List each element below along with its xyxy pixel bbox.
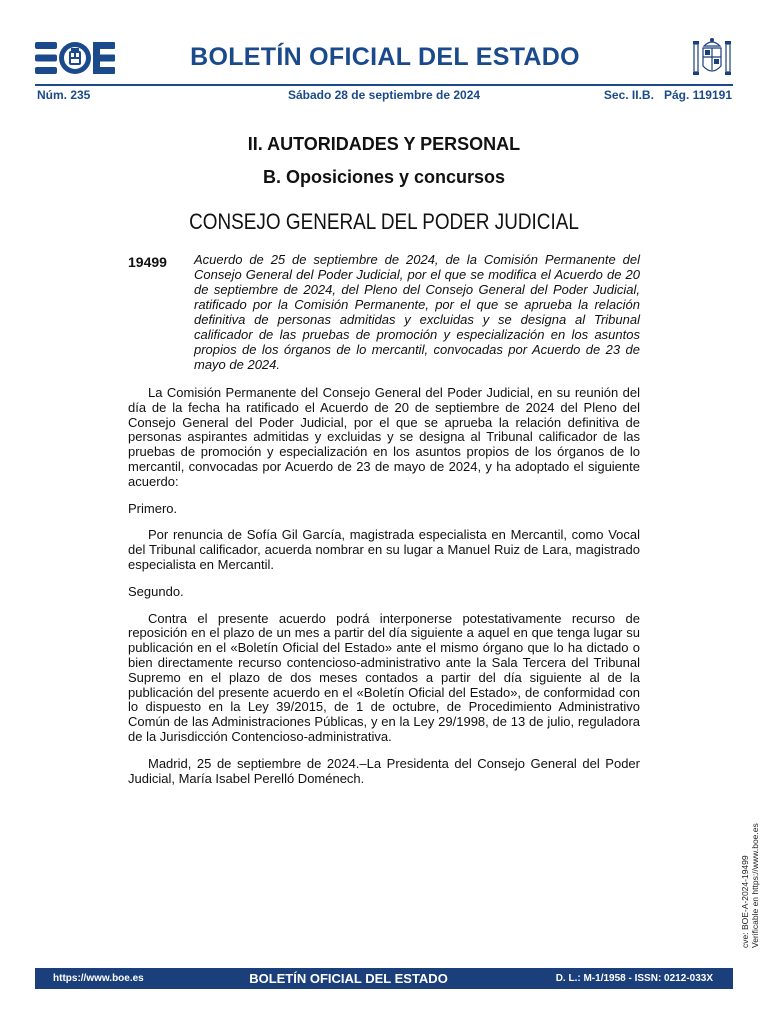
footer-title: BOLETÍN OFICIAL DEL ESTADO bbox=[249, 971, 448, 986]
header-rule bbox=[35, 84, 733, 86]
verification-note bbox=[740, 708, 760, 948]
article-heading: Primero. bbox=[128, 500, 178, 516]
page-label: Pág. 119191 bbox=[663, 88, 732, 102]
footer-url-link[interactable]: https://www.boe.es bbox=[53, 973, 144, 984]
paragraph: Contra el presente acuerdo podrá interponerse potestativamente recurso de reposición en el plazo de un mes a partir del día siguiente a aquel en que tenga lugar su publicación en el «Boletín Oficial del Estado» ante el mismo órgano que lo ha dictado o bien directamente recurso contencioso-administrativo ante la Sala Tercera del Tribunal Supremo en el plazo de dos meses contados a partir del día siguiente al de la publicación del presente acuerdo en el «Boletín Oficial del Estado», de conformidad con lo dispuesto en la Ley 39/2015, de 1 de octubre, de Procedimiento Administrativo Común de las Administraciones Públicas, y en la Ley 29/1998, de 13 de julio, reguladora de la Jurisdicción Contencioso-administrativa. bbox=[128, 610, 640, 744]
document-body bbox=[128, 386, 640, 798]
cve-code: cve: BOE-A-2024-19499 bbox=[740, 855, 750, 948]
boe-logo-icon bbox=[35, 42, 115, 74]
masthead-title: BOLETÍN OFICIAL DEL ESTADO bbox=[190, 43, 580, 71]
issue-number: Núm. 235 bbox=[37, 88, 91, 102]
subsection-heading: B. Oposiciones y concursos bbox=[262, 167, 506, 187]
footer-bar bbox=[35, 968, 733, 989]
footer-legal: D. L.: M-1/1958 - ISSN: 0212-033X bbox=[555, 973, 713, 984]
issue-date: Sábado 28 de septiembre de 2024 bbox=[287, 88, 481, 102]
article-heading: Segundo. bbox=[128, 583, 184, 599]
verify-url[interactable]: Verificable en https://www.boe.es bbox=[750, 823, 760, 948]
section-label: Sec. II.B. bbox=[603, 88, 654, 102]
paragraph: La Comisión Permanente del Consejo General del Poder Judicial, en su reunión del día de la fecha ha ratificado el Acuerdo de 20 de septiembre de 2024 del Pleno del Consejo General del Poder Judicial, por el que se aprueba la relación definitiva de personas aspirantes admitidas y excluidas y se designa al Tribunal calificador de las pruebas de promoción y especialización en los asuntos propios de los órganos de lo mercantil, convocadas por Acuerdo de 23 de mayo de 2024, y ha adoptado el siguiente acuerdo: bbox=[128, 385, 640, 489]
entry-summary: Acuerdo de 25 de septiembre de 2024, de la Comisión Permanente del Consejo General del Poder Judicial, por el que se modifica el Acuerdo de 20 de septiembre de 2024, del Pleno del Consejo General del Poder Judicial, ratificado por la Comisión Permanente, por el que se aprueba la relación definitiva de personas admitidas y excluidas y se designa al Tribunal calificador de las pruebas de promoción y especialización en los asuntos propios de los órganos de lo mercantil, convocadas por Acuerdo de 23 de mayo de 2024. bbox=[194, 252, 640, 372]
institution-heading: CONSEJO GENERAL DEL PODER JUDICIAL bbox=[189, 209, 579, 234]
signature-paragraph: Madrid, 25 de septiembre de 2024.–La Presidenta del Consejo General del Poder Judicial, María Isabel Perelló Doménech. bbox=[128, 755, 640, 786]
coat-of-arms-icon bbox=[692, 36, 732, 80]
paragraph: Por renuncia de Sofía Gil García, magistrada especialista en Mercantil, como Vocal del Tribunal calificador, acuerda nombrar en su lugar a Manuel Ruiz de Lara, magistrado especialista en Mercantil. bbox=[128, 527, 640, 572]
section-page bbox=[604, 88, 732, 102]
entry-number: 19499 bbox=[128, 254, 167, 270]
section-heading: II. AUTORIDADES Y PERSONAL bbox=[247, 134, 521, 154]
